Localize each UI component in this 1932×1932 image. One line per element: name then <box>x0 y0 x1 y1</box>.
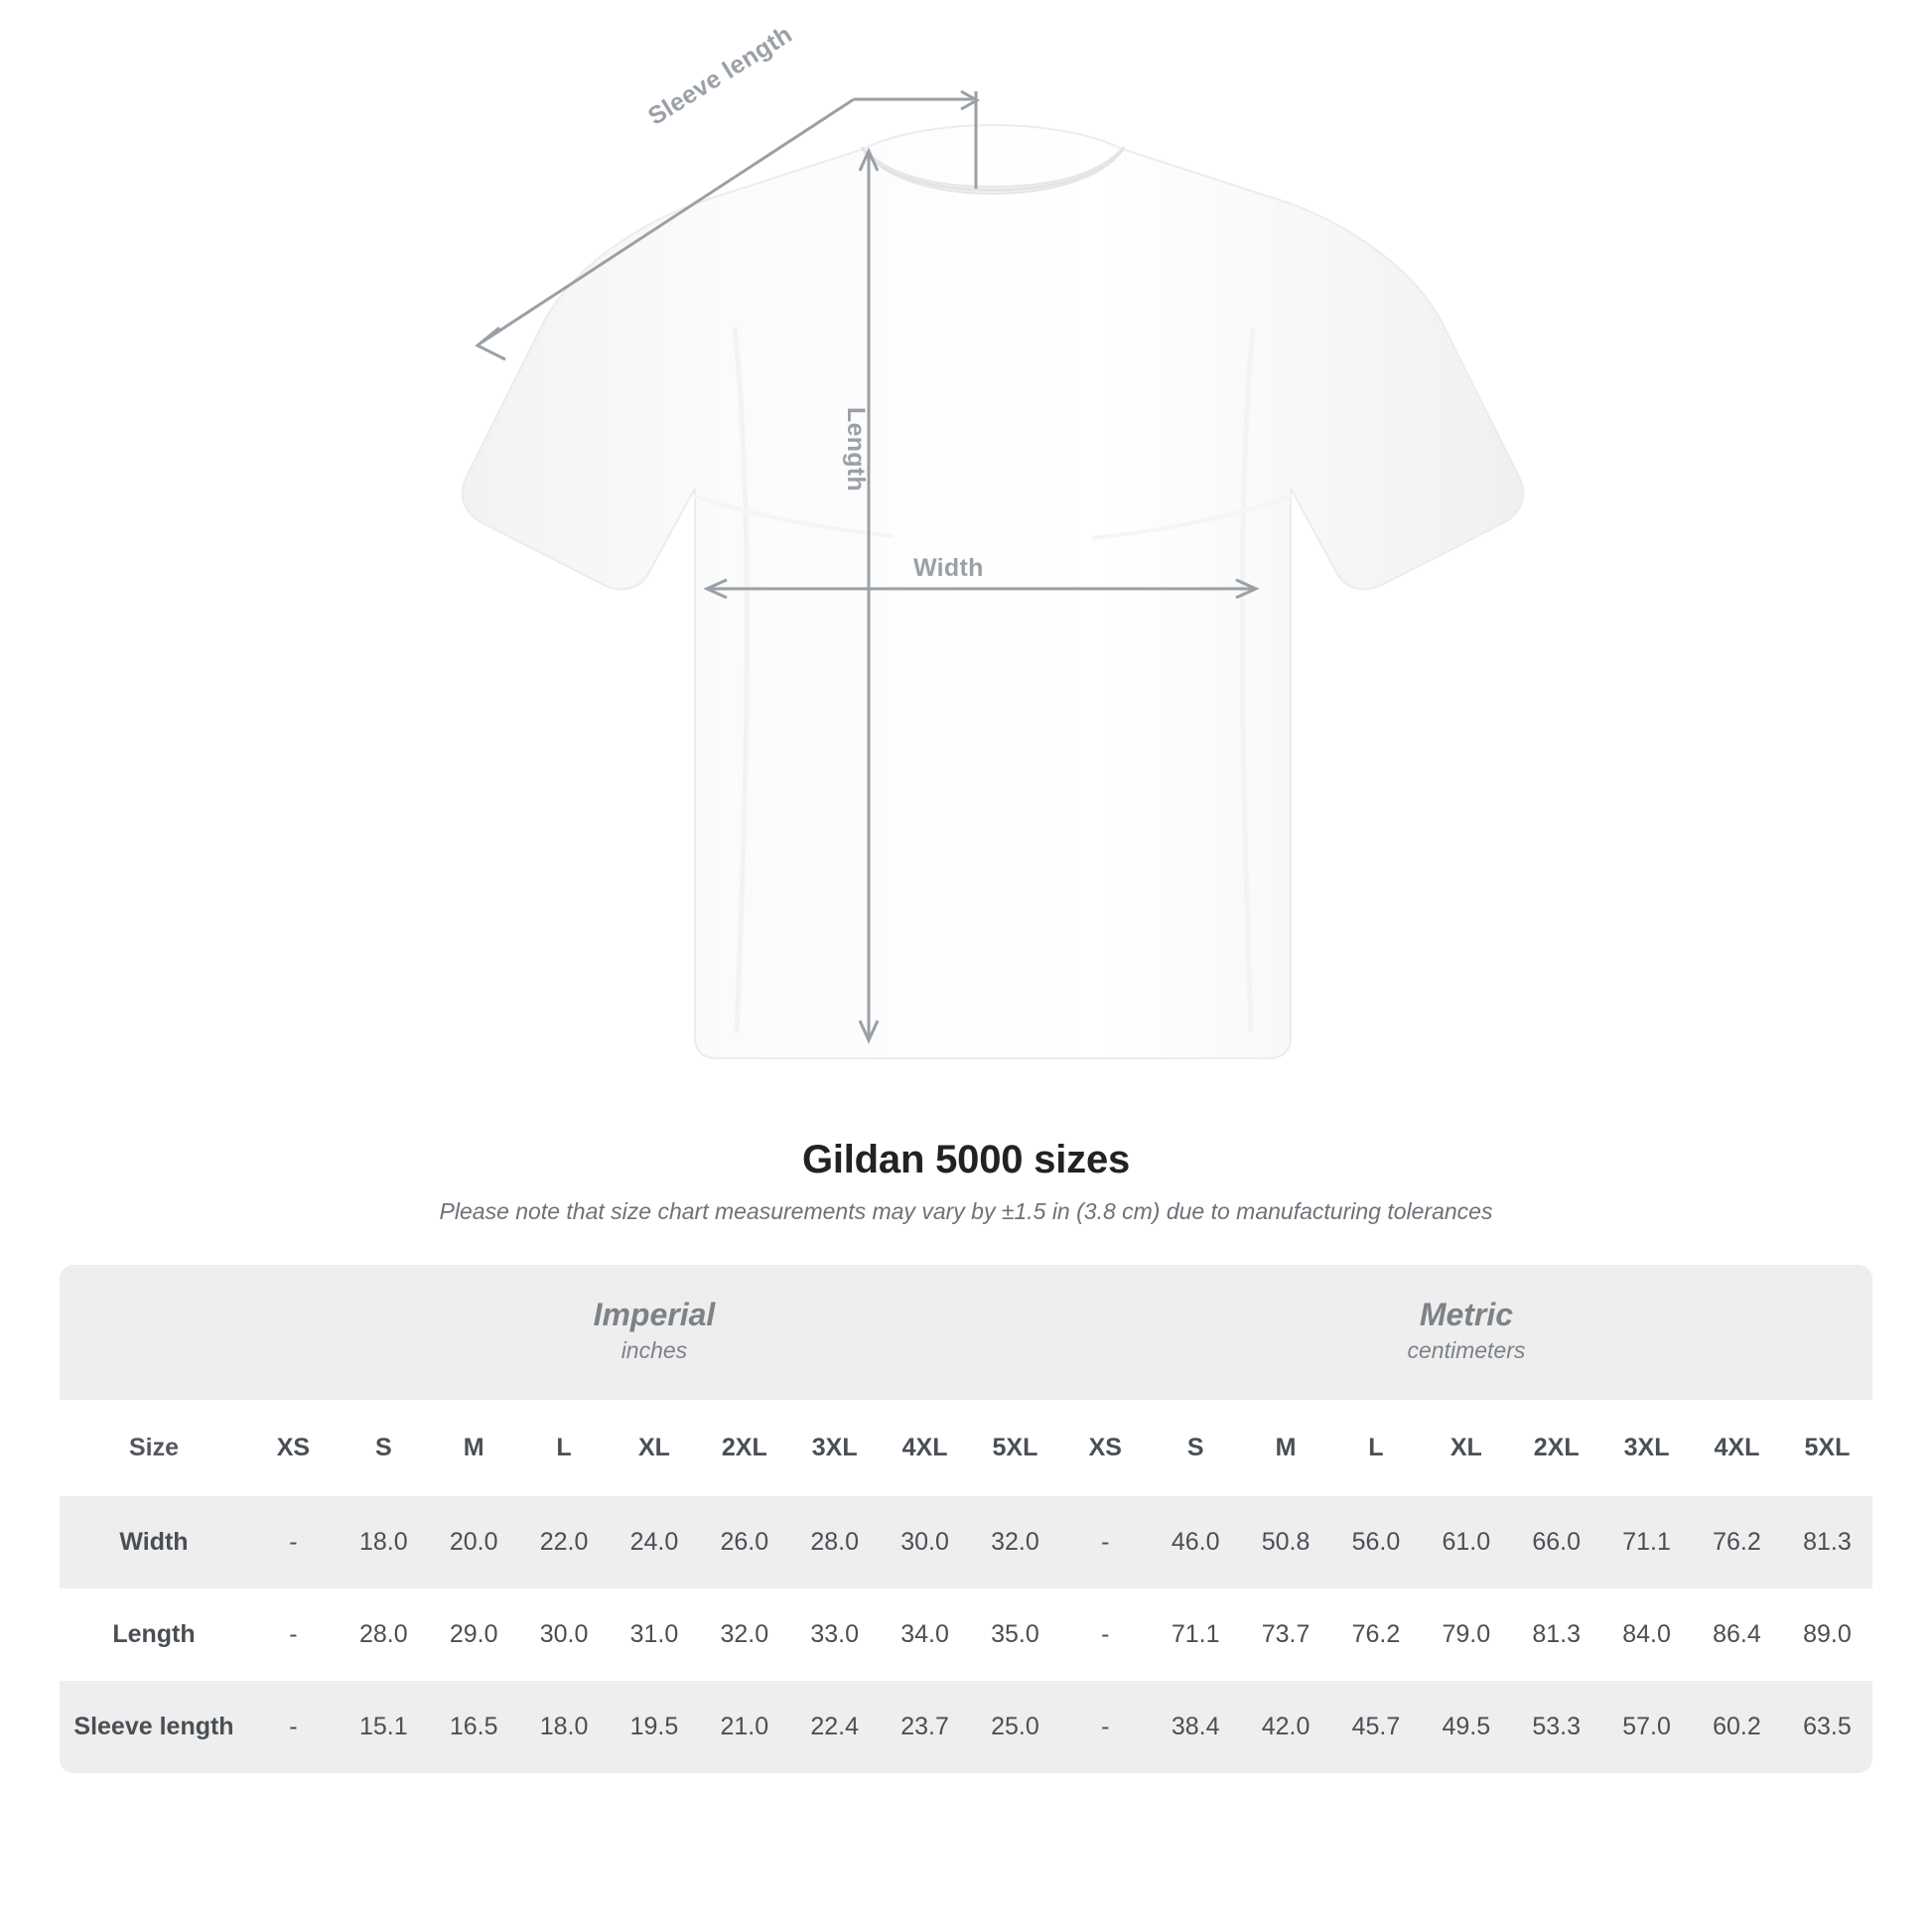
sleeve-imp-6: 22.4 <box>789 1681 880 1773</box>
width-imp-6: 28.0 <box>789 1496 880 1588</box>
size-header-imp-4: XL <box>610 1400 700 1496</box>
width-met-7: 76.2 <box>1692 1496 1782 1588</box>
sleeve-met-4: 49.5 <box>1421 1681 1511 1773</box>
size-header-imp-8: 5XL <box>970 1400 1060 1496</box>
sleeve-met-6: 57.0 <box>1601 1681 1692 1773</box>
width-met-4: 61.0 <box>1421 1496 1511 1588</box>
width-imp-3: 22.0 <box>519 1496 610 1588</box>
tolerance-note: Please note that size chart measurements may vary by ±1.5 in (3.8 cm) due to manufacturing tolerances <box>439 1198 1493 1224</box>
width-met-5: 66.0 <box>1511 1496 1601 1588</box>
sleeve-imp-7: 23.7 <box>880 1681 970 1773</box>
length-imp-6: 33.0 <box>789 1588 880 1681</box>
unit-header-spacer <box>60 1265 248 1400</box>
size-table <box>60 1265 1872 1773</box>
row-label-sleeve-length: Sleeve length <box>60 1681 248 1773</box>
width-imp-2: 20.0 <box>429 1496 519 1588</box>
sleeve-imp-1: 15.1 <box>339 1681 429 1773</box>
sleeve-imp-2: 16.5 <box>429 1681 519 1773</box>
width-met-1: 46.0 <box>1151 1496 1241 1588</box>
unit-name-imperial: Imperial <box>593 1297 716 1332</box>
table-row <box>60 1588 1872 1681</box>
width-label: Width <box>913 554 984 582</box>
page-title: Gildan 5000 sizes <box>801 1138 1131 1181</box>
size-header-imp-0: XS <box>248 1400 339 1496</box>
size-table-wrapper <box>60 1265 1872 1773</box>
length-label: Length <box>842 407 870 492</box>
size-header-imp-2: M <box>429 1400 519 1496</box>
size-header-met-6: 3XL <box>1601 1400 1692 1496</box>
unit-header-metric <box>1060 1265 1872 1400</box>
length-met-4: 79.0 <box>1421 1588 1511 1681</box>
width-imp-8: 32.0 <box>970 1496 1060 1588</box>
size-header-met-7: 4XL <box>1692 1400 1782 1496</box>
length-met-2: 73.7 <box>1241 1588 1331 1681</box>
sleeve-imp-4: 19.5 <box>610 1681 700 1773</box>
table-row <box>60 1496 1872 1588</box>
width-imp-7: 30.0 <box>880 1496 970 1588</box>
width-imp-4: 24.0 <box>610 1496 700 1588</box>
length-imp-8: 35.0 <box>970 1588 1060 1681</box>
size-header-label: Size <box>60 1400 248 1496</box>
length-imp-0: - <box>248 1588 339 1681</box>
size-header-met-5: 2XL <box>1511 1400 1601 1496</box>
size-header-met-8: 5XL <box>1782 1400 1872 1496</box>
length-met-3: 76.2 <box>1331 1588 1422 1681</box>
length-met-5: 81.3 <box>1511 1588 1601 1681</box>
unit-name-metric: Metric <box>1419 1297 1514 1332</box>
unit-header-row <box>60 1265 1872 1400</box>
size-header-imp-7: 4XL <box>880 1400 970 1496</box>
width-met-8: 81.3 <box>1782 1496 1872 1588</box>
sleeve-met-1: 38.4 <box>1151 1681 1241 1773</box>
unit-sub-imperial: inches <box>621 1337 688 1363</box>
length-imp-1: 28.0 <box>339 1588 429 1681</box>
unit-header-imperial <box>248 1265 1060 1400</box>
width-met-2: 50.8 <box>1241 1496 1331 1588</box>
width-imp-0: - <box>248 1496 339 1588</box>
width-met-0: - <box>1060 1496 1151 1588</box>
row-label-width: Width <box>60 1496 248 1588</box>
size-header-imp-3: L <box>519 1400 610 1496</box>
size-header-met-2: M <box>1241 1400 1331 1496</box>
sleeve-length-label: Sleeve length <box>643 20 797 131</box>
length-met-0: - <box>1060 1588 1151 1681</box>
sleeve-imp-8: 25.0 <box>970 1681 1060 1773</box>
size-header-met-4: XL <box>1421 1400 1511 1496</box>
size-header-row <box>60 1400 1872 1496</box>
length-imp-2: 29.0 <box>429 1588 519 1681</box>
sleeve-met-8: 63.5 <box>1782 1681 1872 1773</box>
length-imp-3: 30.0 <box>519 1588 610 1681</box>
length-met-8: 89.0 <box>1782 1588 1872 1681</box>
sleeve-imp-5: 21.0 <box>699 1681 789 1773</box>
size-header-imp-5: 2XL <box>699 1400 789 1496</box>
length-met-6: 84.0 <box>1601 1588 1692 1681</box>
table-row <box>60 1681 1872 1773</box>
title-block <box>0 1138 1932 1225</box>
sleeve-imp-3: 18.0 <box>519 1681 610 1773</box>
length-imp-5: 32.0 <box>699 1588 789 1681</box>
sleeve-met-5: 53.3 <box>1511 1681 1601 1773</box>
size-header-met-1: S <box>1151 1400 1241 1496</box>
width-imp-1: 18.0 <box>339 1496 429 1588</box>
sleeve-met-7: 60.2 <box>1692 1681 1782 1773</box>
length-met-1: 71.1 <box>1151 1588 1241 1681</box>
sleeve-imp-0: - <box>248 1681 339 1773</box>
width-met-6: 71.1 <box>1601 1496 1692 1588</box>
unit-sub-metric: centimeters <box>1407 1337 1526 1363</box>
sleeve-met-2: 42.0 <box>1241 1681 1331 1773</box>
row-label-length: Length <box>60 1588 248 1681</box>
width-imp-5: 26.0 <box>699 1496 789 1588</box>
sleeve-met-3: 45.7 <box>1331 1681 1422 1773</box>
sleeve-met-0: - <box>1060 1681 1151 1773</box>
width-met-3: 56.0 <box>1331 1496 1422 1588</box>
length-met-7: 86.4 <box>1692 1588 1782 1681</box>
size-header-met-0: XS <box>1060 1400 1151 1496</box>
size-header-imp-6: 3XL <box>789 1400 880 1496</box>
length-imp-7: 34.0 <box>880 1588 970 1681</box>
length-imp-4: 31.0 <box>610 1588 700 1681</box>
size-header-imp-1: S <box>339 1400 429 1496</box>
size-header-met-3: L <box>1331 1400 1422 1496</box>
